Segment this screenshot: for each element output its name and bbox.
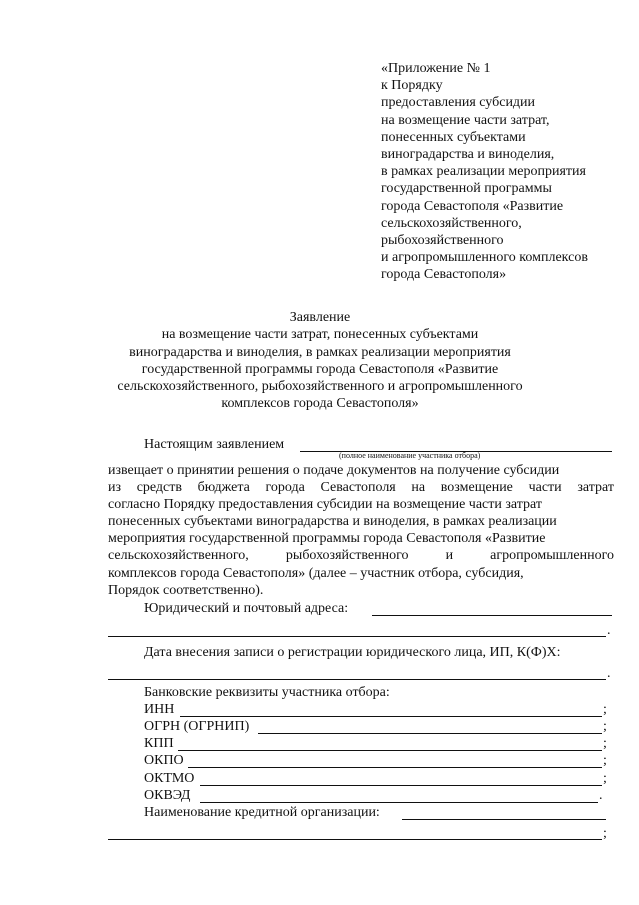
appendix-line: «Приложение № 1 (381, 61, 491, 76)
appendix-line: в рамках реализации мероприятия (381, 164, 586, 180)
bank-field-kpp (108, 735, 614, 752)
paragraph-line: комплексов города Севастополя» (далее – участник отбора, субсидия, (108, 565, 524, 581)
title-line: Заявление (289, 310, 351, 325)
appendix-line: виноградарства и виноделия, (381, 147, 555, 163)
appendix-line: города Севастополя» (381, 267, 507, 283)
ogrn-end-mark: ; (603, 718, 607, 734)
inn-end-mark: ; (603, 701, 607, 717)
credit-org-row-2 (108, 821, 614, 843)
ogrn-label: ОГРН (ОГРНИП) (144, 718, 250, 734)
address-end-mark: . (607, 622, 611, 638)
address-row-2 (108, 617, 614, 639)
inn-label: ИНН (144, 701, 175, 717)
credit-org-end-mark: ; (603, 826, 607, 842)
address-field-line2[interactable] (108, 622, 606, 637)
registration-label: Дата внесения записи о регистрации юридического лица, ИП, К(Ф)Х: (144, 644, 561, 660)
appendix-line: понесенных субъектами (381, 129, 526, 145)
oktmo-field[interactable] (200, 771, 602, 786)
paragraph-line: согласно Порядку предоставления субсидии на возмещение части затрат (108, 497, 543, 513)
paragraph-line: извещает о принятии решения о подаче документов на получение субсидии (108, 463, 560, 478)
appendix-line: сельскохозяйственного, (381, 215, 522, 231)
okved-label: ОКВЭД (144, 787, 191, 803)
okpo-end-mark: ; (603, 753, 607, 769)
okved-end-mark: . (599, 787, 603, 803)
title-line: сельскохозяйственного, рыбохозяйственного и агропромышленного (117, 379, 523, 395)
credit-org-row (108, 804, 614, 821)
main-paragraph (108, 462, 614, 599)
bank-field-inn (108, 701, 614, 718)
kpp-end-mark: ; (603, 736, 607, 752)
title-line: комплексов города Севастополя» (221, 396, 419, 412)
appendix-line: и агропромышленного комплексов (381, 250, 588, 266)
okpo-field[interactable] (188, 753, 602, 768)
address-label: Юридический и почтовый адреса: (144, 600, 349, 616)
form-body (108, 436, 614, 843)
registration-end-mark: . (607, 665, 611, 681)
bank-heading: Банковские реквизиты участника отбора: (144, 684, 390, 700)
kpp-label: КПП (144, 736, 174, 752)
bank-field-oktmo (108, 770, 614, 787)
registration-row (108, 644, 614, 661)
okved-field[interactable] (200, 788, 598, 803)
bank-field-okved (108, 787, 614, 804)
bank-heading-row (108, 684, 614, 701)
appendix-line: на возмещение части затрат, (381, 112, 550, 128)
paragraph-line: мероприятия государственной программы города Севастополя «Развитие (108, 531, 546, 547)
ogrn-field[interactable] (258, 719, 602, 734)
paragraph-line: сельскохозяйственного, рыбохозяйственного и агропромышленного (108, 548, 614, 564)
bank-field-ogrn (108, 718, 614, 735)
appendix-line: к Порядку (381, 78, 443, 94)
credit-org-field-line1[interactable] (402, 805, 606, 820)
paragraph-line: Порядок соответственно). (108, 582, 264, 598)
appendix-line: государственной программы (381, 181, 552, 197)
credit-org-field-line2[interactable] (108, 825, 602, 840)
intro-row (108, 436, 614, 460)
title-line: виноградарства и виноделия, в рамках реализации мероприятия (129, 344, 511, 360)
intro-label: Настоящим заявлением (144, 437, 285, 452)
title-line: на возмещение части затрат, понесенных субъектами (161, 327, 479, 343)
inn-field[interactable] (180, 702, 602, 717)
document-title (100, 309, 540, 413)
oktmo-end-mark: ; (603, 770, 607, 786)
title-line: государственной программы города Севастополя «Развитие (141, 361, 499, 377)
paragraph-line: понесенных субъектами виноградарства и виноделия, в рамках реализации (108, 514, 557, 530)
address-field-line1[interactable] (372, 601, 612, 616)
registration-row-2 (108, 661, 614, 683)
bank-field-okpo (108, 752, 614, 769)
participant-name-field[interactable] (300, 437, 612, 452)
paragraph-line: из средств бюджета города Севастополя на возмещение части затрат (108, 480, 614, 496)
okpo-label: ОКПО (144, 753, 184, 769)
address-row (108, 600, 614, 617)
appendix-line: рыбохозяйственного (381, 233, 504, 249)
kpp-field[interactable] (178, 736, 602, 751)
appendix-block (381, 60, 631, 284)
oktmo-label: ОКТМО (144, 770, 195, 786)
appendix-line: предоставления субсидии (381, 95, 536, 111)
participant-name-caption: (полное наименование участника отбора) (339, 451, 481, 460)
credit-org-label: Наименование кредитной организации: (144, 804, 380, 820)
appendix-line: города Севастополя «Развитие (381, 198, 564, 214)
registration-date-field[interactable] (108, 665, 606, 680)
